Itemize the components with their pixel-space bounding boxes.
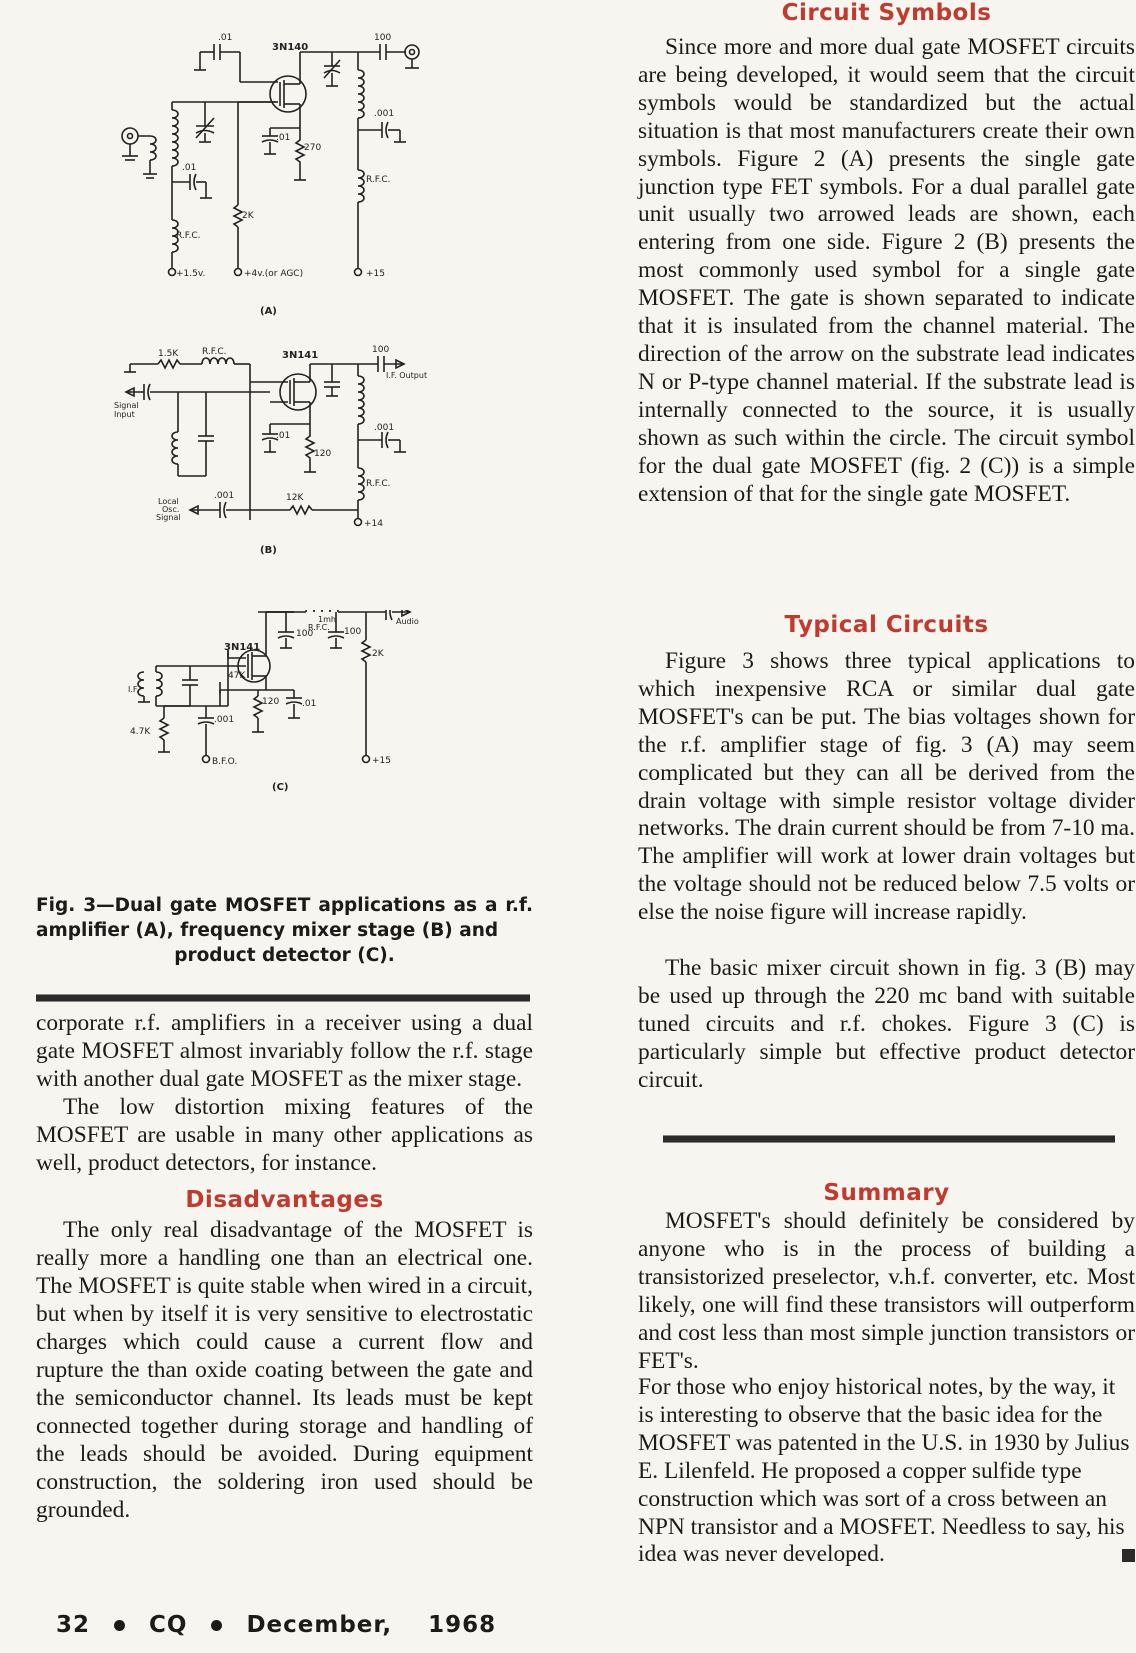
fig-b-cap-out-label: 100 (372, 345, 390, 355)
issue-month: December, (246, 1612, 393, 1638)
heading-disadvantages: Disadvantages (185, 1187, 384, 1214)
fig-b-output-label: I.F. Output (386, 371, 428, 380)
bullet-icon (114, 1620, 125, 1631)
fig-b-input-label: Input (114, 410, 135, 419)
fig-a-cap-source-label: .01 (276, 133, 291, 143)
caption-line1: Fig. 3—Dual gate MOSFET applications as a r.f. amplifier (A), frequency mixer stage (B) and (36, 895, 533, 941)
left-para-1: corporate r.f. amplifiers in a receiver using a dual gate MOSFET almost invariably follow the r.f. stage with another dual gate MOSFET as the mixer stage. (36, 1010, 533, 1092)
fig-c-rfc-label: R.F.C. (308, 623, 330, 632)
fig-c-if-label: I.F. (128, 685, 139, 694)
fig-c-1mh-label: 1mh (318, 615, 336, 624)
figure-caption (36, 893, 533, 968)
fig-a-transistor-label: 3N140 (272, 42, 309, 53)
fig-a-cap-bypass-label: .001 (374, 109, 395, 119)
left-para-3: The only real disadvantage of the MOSFET is really more a handling one than an electrical one. The MOSFET is quite stable when wired in a circuit, but when by itself it is very sensitive to electrostatic charges which could cause a current flow and rupture the than oxide coating between the gate and the semiconductor channel. Its leads must be kept connected together during storage and handling of the leads should be avoided. During equipment construction, the soldering iron used should be grounded. (36, 1217, 533, 1523)
heading-typical-circuits: Typical Circuits (784, 612, 989, 638)
fig-a-cap-out-label: 100 (374, 33, 392, 43)
magazine-name: CQ (149, 1612, 188, 1638)
bullet-icon (211, 1620, 222, 1631)
right-para-1: Since more and more dual gate MOSFET circuits are being developed, it would seem that the circuit symbols would be standardized but the actual situation is that most manufacturers create their own symbols. Figure 2 (A) presents the single gate junction type FET symbols. For a dual parallel gate unit usually two arrowed leads are shown, each entering from one side. Figure 2 (B) presents the most commonly used symbol for a single gate MOSFET. The gate is shown separated to indicate that it is insulated from the channel material. The direction of the arrow on the substrate lead indicates N or P-type channel material. If the substrate lead is internally connected to the source, it is usually shown as such within the circle. The circuit symbol for the dual gate MOSFET (fig. 2 (C)) is a simple extension of that for the single gate MOSFET. (638, 34, 1135, 507)
fig-c-res47-label: 4.7K (130, 727, 151, 737)
fig-c-bfo-label: B.F.O. (212, 757, 238, 767)
heading-summary: Summary (823, 1180, 950, 1206)
page-footer (56, 1612, 496, 1638)
fig-c-transistor-label: 3N141 (224, 642, 261, 653)
fig-b-label: (B) (260, 545, 277, 556)
fig-c-res120-label: 120 (262, 697, 280, 707)
fig-a-supply3-label: +15 (366, 269, 385, 279)
fig-b-cap-osc-label: .001 (214, 491, 235, 501)
fig-c-res47k-label: 47K (228, 671, 246, 681)
right-para-4: MOSFET's should definitely be considered by anyone who is in the process of building a transistorized preselector, v.h.f. converter, etc. Most likely, one will find these transistors will outperform and cost less than most simple junction transistors or FET's. (638, 1208, 1135, 1374)
right-para-2: Figure 3 shows three typical applications to which inexpensive RCA or similar dual gate MOSFET's can be put. The bias voltages shown for the r.f. amplifier stage of fig. 3 (A) may seem complicated but they can all be derived from the drain voltage with simple resistor voltage divider networks. The drain current should be from 7-10 ma. The amplifier will work at lower drain voltages but the voltage should not be reduced below 7.5 volts or else the noise figure will increase rapidly. (638, 648, 1135, 926)
schematic-fig-a (110, 30, 470, 330)
fig-c-cap01-label: .01 (302, 699, 317, 709)
fig-b-local-label: Local (158, 497, 179, 506)
fig-b-osc-signal-label: Signal (156, 513, 181, 522)
fig-a-supply2-label: +4v.(or AGC) (244, 269, 304, 279)
fig-b-transistor-label: 3N141 (282, 350, 319, 361)
fig-c-cap001-label: .001 (214, 715, 235, 725)
fig-a-supply1-label: +1.5v. (176, 269, 206, 279)
fig-a-rfc-out-label: R.F.C. (366, 175, 391, 185)
fig-b-res1-label: 1.5K (158, 349, 179, 359)
right-para-5: For those who enjoy historical notes, by the way, it is interesting to observe that the basic idea for the MOSFET was patented in the U.S. in 1930 by Julius E. Lilenfeld. He proposed a copper sulfide type construction which was sort of a cross between an NPN transistor and a MOSFET. Needless to say, his idea was never developed. (638, 1374, 1130, 1568)
fig-b-res12k-label: 12K (286, 493, 304, 503)
fig-a-res-source-label: 270 (304, 143, 322, 153)
fig-b-supply-label: +14 (364, 519, 383, 529)
left-column (36, 1010, 533, 1524)
fig-a-cap1-label: .01 (218, 33, 233, 43)
fig-a-label: (A) (260, 306, 277, 317)
page-number: 32 (56, 1612, 91, 1638)
fig-c-cap2-label: 100 (344, 627, 362, 637)
fig-c-supply-label: +15 (372, 756, 391, 766)
fig-b-signal-label: Signal (114, 401, 139, 410)
fig-c-cap1-label: 100 (296, 629, 314, 639)
end-of-article-icon (1122, 1549, 1135, 1562)
schematic-fig-c (110, 610, 470, 840)
fig-c-res2k-label: 2K (372, 649, 384, 659)
fig-a-rfc-in-label: R.F.C. (176, 231, 201, 241)
right-para-3: The basic mixer circuit shown in fig. 3 (B) may be used up through the 220 mc band with suitable tuned circuits and r.f. chokes. Figure 3 (C) is particularly simple but effective product detector circuit. (638, 955, 1135, 1093)
caption-line2: product detector (C). (174, 945, 395, 966)
issue-year: 1968 (428, 1612, 497, 1638)
fig-c-audio-label: Audio (396, 617, 419, 626)
divider-right (663, 1135, 1115, 1143)
fig-b-res-source-label: 120 (314, 449, 332, 459)
heading-circuit-symbols: Circuit Symbols (781, 0, 992, 26)
fig-a-res-gate-label: 2K (242, 211, 254, 221)
divider-left (36, 994, 530, 1002)
left-para-2: The low distortion mixing features of the MOSFET are usable in many other applications as well, product detectors, for instance. (36, 1093, 533, 1176)
fig-a-input-cap-label: .01 (182, 163, 197, 173)
fig-b-cap-bypass-label: .001 (374, 423, 395, 433)
fig-a-output-jack-icon (405, 45, 419, 59)
fig-b-cap-source-label: .01 (276, 431, 291, 441)
input-jack-icon (122, 128, 138, 144)
fig-c-label: (C) (272, 782, 289, 793)
fig-b-choke1-label: R.F.C. (202, 347, 227, 357)
schematic-fig-b (110, 340, 470, 580)
fig-b-osc-label: Osc. (162, 505, 180, 514)
fig-b-choke2-label: R.F.C. (366, 479, 391, 489)
